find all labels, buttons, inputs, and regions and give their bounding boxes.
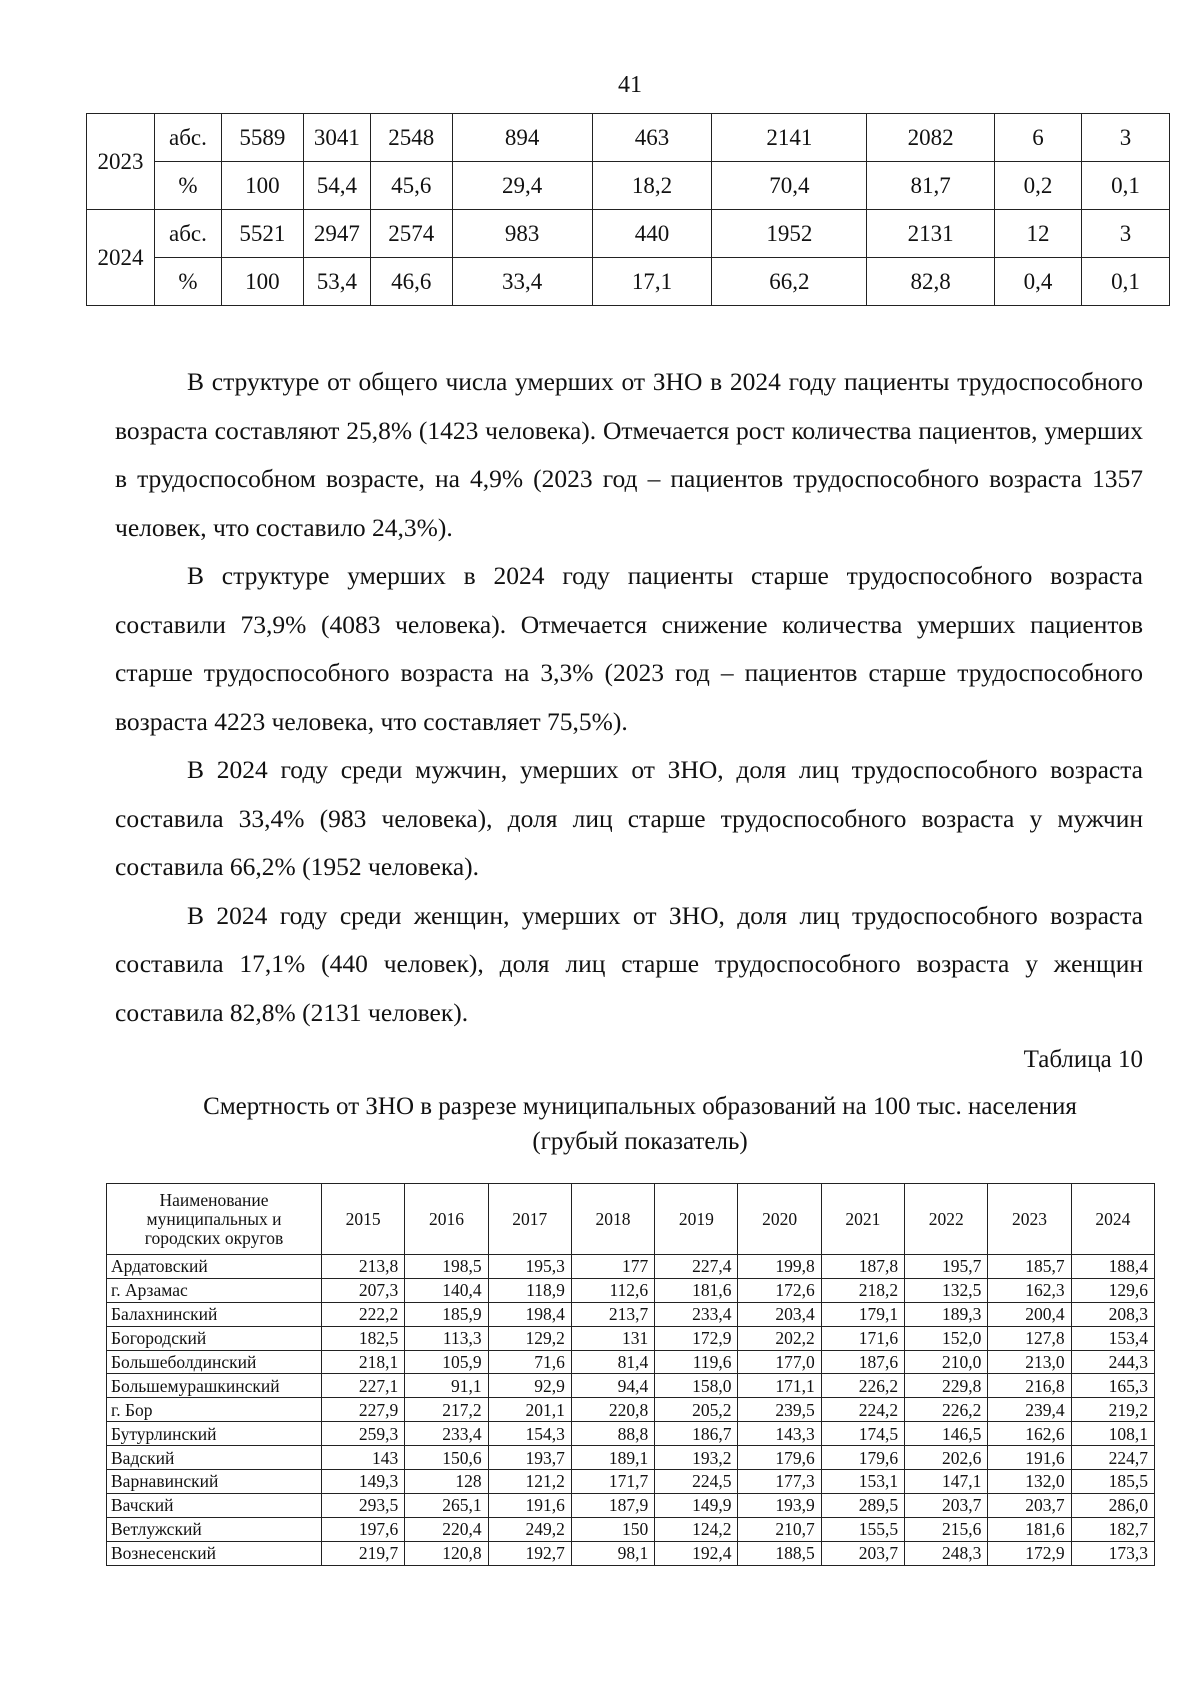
mortality-value: 128 xyxy=(405,1470,488,1494)
table-row xyxy=(107,1278,1155,1302)
mortality-value: 179,6 xyxy=(821,1446,904,1470)
mortality-value: 177,0 xyxy=(738,1350,821,1374)
table-cell: 70,4 xyxy=(712,162,867,210)
mortality-by-municipality-table xyxy=(106,1183,1155,1566)
table-cell: 53,4 xyxy=(303,258,370,306)
municipality-name: Варнавинский xyxy=(107,1470,322,1494)
mortality-value: 149,9 xyxy=(655,1493,738,1517)
mortality-value: 249,2 xyxy=(488,1517,571,1541)
mortality-value: 181,6 xyxy=(655,1278,738,1302)
mortality-value: 193,7 xyxy=(488,1446,571,1470)
mortality-value: 182,5 xyxy=(322,1326,405,1350)
column-header-year: 2015 xyxy=(322,1184,405,1255)
mortality-value: 193,2 xyxy=(655,1446,738,1470)
mortality-value: 222,2 xyxy=(322,1302,405,1326)
table-cell: 2574 xyxy=(370,210,452,258)
mortality-value: 186,7 xyxy=(655,1422,738,1446)
mortality-value: 71,6 xyxy=(488,1350,571,1374)
mortality-value: 91,1 xyxy=(405,1374,488,1398)
table-cell: 463 xyxy=(592,114,712,162)
mortality-value: 213,0 xyxy=(988,1350,1071,1374)
unit-cell: абс. xyxy=(154,114,221,162)
mortality-value: 188,4 xyxy=(1071,1255,1154,1279)
municipality-name: Ветлужский xyxy=(107,1517,322,1541)
mortality-value: 203,7 xyxy=(905,1493,988,1517)
table-cell: 33,4 xyxy=(452,258,592,306)
table-caption-line: Смертность от ЗНО в разрезе муниципальных образований на 100 тыс. населения xyxy=(203,1093,1077,1120)
table-cell: 0,1 xyxy=(1082,162,1170,210)
mortality-value: 185,5 xyxy=(1071,1470,1154,1494)
mortality-value: 192,7 xyxy=(488,1541,571,1565)
table-cell: 82,8 xyxy=(867,258,995,306)
mortality-value: 244,3 xyxy=(1071,1350,1154,1374)
mortality-value: 182,7 xyxy=(1071,1517,1154,1541)
municipality-name: Бутурлинский xyxy=(107,1422,322,1446)
mortality-value: 149,3 xyxy=(322,1470,405,1494)
mortality-value: 105,9 xyxy=(405,1350,488,1374)
municipality-name: Богородский xyxy=(107,1326,322,1350)
page-number: 41 xyxy=(618,72,642,98)
mortality-value: 154,3 xyxy=(488,1422,571,1446)
mortality-value: 121,2 xyxy=(488,1470,571,1494)
unit-cell: % xyxy=(154,162,221,210)
mortality-value: 201,1 xyxy=(488,1398,571,1422)
paragraph: В 2024 году среди женщин, умерших от ЗНО, доля лиц трудоспособного возраста составила 17,1% (440 человек), доля лиц старше трудоспособного возраста у женщин составила 82,8% (2131 человек). xyxy=(115,900,1143,1027)
mortality-value: 289,5 xyxy=(821,1493,904,1517)
mortality-value: 227,1 xyxy=(322,1374,405,1398)
mortality-value: 171,6 xyxy=(821,1326,904,1350)
table-cell: 983 xyxy=(452,210,592,258)
mortality-value: 162,6 xyxy=(988,1422,1071,1446)
table-row xyxy=(107,1374,1155,1398)
mortality-value: 129,6 xyxy=(1071,1278,1154,1302)
mortality-value: 132,0 xyxy=(988,1470,1071,1494)
table-cell: 894 xyxy=(452,114,592,162)
table-caption xyxy=(100,1089,1180,1159)
table-cell: 17,1 xyxy=(592,258,712,306)
column-header-year: 2021 xyxy=(821,1184,904,1255)
table-cell: 54,4 xyxy=(303,162,370,210)
mortality-value: 188,5 xyxy=(738,1541,821,1565)
table-label: Таблица 10 xyxy=(1023,1046,1143,1073)
mortality-value: 172,9 xyxy=(988,1541,1071,1565)
table-row xyxy=(107,1493,1155,1517)
mortality-value: 202,2 xyxy=(738,1326,821,1350)
table-row xyxy=(107,1326,1155,1350)
mortality-value: 226,2 xyxy=(821,1374,904,1398)
mortality-value: 197,6 xyxy=(322,1517,405,1541)
mortality-value: 132,5 xyxy=(905,1278,988,1302)
mortality-value: 112,6 xyxy=(571,1278,654,1302)
mortality-value: 208,3 xyxy=(1071,1302,1154,1326)
mortality-value: 199,8 xyxy=(738,1255,821,1279)
paragraph: В структуре от общего числа умерших от ЗНО в 2024 году пациенты трудоспособного возраста составляют 25,8% (1423 человека). Отмечается рост количества пациентов, умерших в трудоспособном возрасте, на 4,9% (2023 год – пациентов трудоспособного возраста 1357 человек, что составило 24,3%). xyxy=(115,367,1143,542)
mortality-value: 81,4 xyxy=(571,1350,654,1374)
column-header-year: 2016 xyxy=(405,1184,488,1255)
table-row xyxy=(107,1446,1155,1470)
mortality-value: 210,0 xyxy=(905,1350,988,1374)
mortality-value: 239,4 xyxy=(988,1398,1071,1422)
mortality-value: 119,6 xyxy=(655,1350,738,1374)
mortality-value: 219,7 xyxy=(322,1541,405,1565)
mortality-value: 215,6 xyxy=(905,1517,988,1541)
table-cell: 100 xyxy=(221,162,303,210)
column-header-year: 2020 xyxy=(738,1184,821,1255)
table-row xyxy=(107,1517,1155,1541)
mortality-value: 177 xyxy=(571,1255,654,1279)
table-cell: 2141 xyxy=(712,114,867,162)
table-cell: 2548 xyxy=(370,114,452,162)
mortality-value: 181,6 xyxy=(988,1517,1071,1541)
paragraph: В 2024 году среди мужчин, умерших от ЗНО, доля лиц трудоспособного возраста составила 33,4% (983 человека), доля лиц старше трудоспособного возраста у мужчин составила 66,2% (1952 человека). xyxy=(115,755,1143,881)
mortality-value: 227,9 xyxy=(322,1398,405,1422)
mortality-value: 140,4 xyxy=(405,1278,488,1302)
paragraph: В структуре умерших в 2024 году пациенты старше трудоспособного возраста составили 73,9% (4083 человека). Отмечается снижение количества умерших пациентов старше трудоспособного возраста на 3,3% (2023 год – пациентов старше трудоспособного возраста 4223 человека, что составляет 75,5%). xyxy=(115,561,1143,736)
mortality-value: 88,8 xyxy=(571,1422,654,1446)
municipality-name: г. Бор xyxy=(107,1398,322,1422)
mortality-value: 153,1 xyxy=(821,1470,904,1494)
table-cell: 3 xyxy=(1082,114,1170,162)
mortality-value: 213,7 xyxy=(571,1302,654,1326)
table-cell: 12 xyxy=(995,210,1082,258)
mortality-value: 185,9 xyxy=(405,1302,488,1326)
year-cell: 2023 xyxy=(87,114,155,210)
mortality-value: 189,3 xyxy=(905,1302,988,1326)
mortality-value: 108,1 xyxy=(1071,1422,1154,1446)
mortality-value: 229,8 xyxy=(905,1374,988,1398)
mortality-value: 248,3 xyxy=(905,1541,988,1565)
mortality-value: 171,1 xyxy=(738,1374,821,1398)
year-cell: 2024 xyxy=(87,210,155,306)
mortality-value: 150,6 xyxy=(405,1446,488,1470)
table-cell: 0,4 xyxy=(995,258,1082,306)
mortality-value: 131 xyxy=(571,1326,654,1350)
mortality-value: 172,6 xyxy=(738,1278,821,1302)
municipality-name: Вачский xyxy=(107,1493,322,1517)
table-cell: 2082 xyxy=(867,114,995,162)
table-row xyxy=(87,114,1170,162)
table-cell: 81,7 xyxy=(867,162,995,210)
table-row xyxy=(107,1422,1155,1446)
mortality-value: 218,2 xyxy=(821,1278,904,1302)
column-header-year: 2022 xyxy=(905,1184,988,1255)
mortality-value: 92,9 xyxy=(488,1374,571,1398)
mortality-value: 127,8 xyxy=(988,1326,1071,1350)
table-row xyxy=(107,1350,1155,1374)
mortality-value: 219,2 xyxy=(1071,1398,1154,1422)
mortality-value: 203,7 xyxy=(821,1541,904,1565)
table-row xyxy=(107,1302,1155,1326)
table-cell: 100 xyxy=(221,258,303,306)
mortality-value: 172,9 xyxy=(655,1326,738,1350)
municipality-name: Большемурашкинский xyxy=(107,1374,322,1398)
table-cell: 46,6 xyxy=(370,258,452,306)
mortality-value: 158,0 xyxy=(655,1374,738,1398)
mortality-value: 118,9 xyxy=(488,1278,571,1302)
table-cell: 440 xyxy=(592,210,712,258)
mortality-value: 191,6 xyxy=(988,1446,1071,1470)
mortality-value: 143,3 xyxy=(738,1422,821,1446)
mortality-value: 143 xyxy=(322,1446,405,1470)
mortality-value: 187,9 xyxy=(571,1493,654,1517)
mortality-value: 171,7 xyxy=(571,1470,654,1494)
mortality-value: 195,3 xyxy=(488,1255,571,1279)
table-cell: 66,2 xyxy=(712,258,867,306)
mortality-value: 174,5 xyxy=(821,1422,904,1446)
table-row xyxy=(107,1398,1155,1422)
mortality-value: 224,2 xyxy=(821,1398,904,1422)
table-cell: 0,2 xyxy=(995,162,1082,210)
mortality-value: 146,5 xyxy=(905,1422,988,1446)
mortality-value: 198,5 xyxy=(405,1255,488,1279)
column-header-year: 2024 xyxy=(1071,1184,1154,1255)
mortality-value: 195,7 xyxy=(905,1255,988,1279)
mortality-value: 173,3 xyxy=(1071,1541,1154,1565)
column-header-year: 2023 xyxy=(988,1184,1071,1255)
table-cell: 45,6 xyxy=(370,162,452,210)
municipality-name: Ардатовский xyxy=(107,1255,322,1279)
mortality-value: 224,7 xyxy=(1071,1446,1154,1470)
mortality-value: 120,8 xyxy=(405,1541,488,1565)
mortality-value: 162,3 xyxy=(988,1278,1071,1302)
table-row xyxy=(87,210,1170,258)
table-cell: 3 xyxy=(1082,210,1170,258)
municipality-name: Вадский xyxy=(107,1446,322,1470)
table-cell: 29,4 xyxy=(452,162,592,210)
table-row xyxy=(107,1541,1155,1565)
table-cell: 5589 xyxy=(221,114,303,162)
mortality-value: 187,6 xyxy=(821,1350,904,1374)
municipality-name: г. Арзамас xyxy=(107,1278,322,1302)
mortality-value: 153,4 xyxy=(1071,1326,1154,1350)
mortality-value: 113,3 xyxy=(405,1326,488,1350)
column-header-year: 2017 xyxy=(488,1184,571,1255)
mortality-value: 233,4 xyxy=(405,1422,488,1446)
table-cell: 5521 xyxy=(221,210,303,258)
mortality-value: 202,6 xyxy=(905,1446,988,1470)
mortality-value: 233,4 xyxy=(655,1302,738,1326)
mortality-value: 187,8 xyxy=(821,1255,904,1279)
mortality-value: 200,4 xyxy=(988,1302,1071,1326)
column-header-name: Наименование муниципальных и городских округов xyxy=(107,1184,322,1255)
mortality-value: 191,6 xyxy=(488,1493,571,1517)
table-cell: 1952 xyxy=(712,210,867,258)
mortality-value: 210,7 xyxy=(738,1517,821,1541)
table-cell: 3041 xyxy=(303,114,370,162)
table-row xyxy=(87,258,1170,306)
table-header-row xyxy=(107,1184,1155,1255)
mortality-value: 203,7 xyxy=(988,1493,1071,1517)
unit-cell: абс. xyxy=(154,210,221,258)
body-text xyxy=(115,358,1143,1037)
unit-cell: % xyxy=(154,258,221,306)
table-cell: 2947 xyxy=(303,210,370,258)
mortality-value: 217,2 xyxy=(405,1398,488,1422)
mortality-value: 207,3 xyxy=(322,1278,405,1302)
table-cell: 2131 xyxy=(867,210,995,258)
municipality-name: Вознесенский xyxy=(107,1541,322,1565)
age-structure-table xyxy=(86,113,1170,306)
column-header-year: 2019 xyxy=(655,1184,738,1255)
mortality-value: 227,4 xyxy=(655,1255,738,1279)
mortality-value: 177,3 xyxy=(738,1470,821,1494)
mortality-value: 213,8 xyxy=(322,1255,405,1279)
table-row xyxy=(87,162,1170,210)
mortality-value: 216,8 xyxy=(988,1374,1071,1398)
mortality-value: 179,1 xyxy=(821,1302,904,1326)
mortality-value: 293,5 xyxy=(322,1493,405,1517)
column-header-year: 2018 xyxy=(571,1184,654,1255)
mortality-value: 192,4 xyxy=(655,1541,738,1565)
mortality-value: 198,4 xyxy=(488,1302,571,1326)
mortality-value: 193,9 xyxy=(738,1493,821,1517)
mortality-value: 265,1 xyxy=(405,1493,488,1517)
municipality-name: Балахнинский xyxy=(107,1302,322,1326)
table-row xyxy=(107,1255,1155,1279)
mortality-value: 203,4 xyxy=(738,1302,821,1326)
mortality-value: 239,5 xyxy=(738,1398,821,1422)
mortality-value: 94,4 xyxy=(571,1374,654,1398)
mortality-value: 205,2 xyxy=(655,1398,738,1422)
mortality-value: 224,5 xyxy=(655,1470,738,1494)
mortality-value: 189,1 xyxy=(571,1446,654,1470)
mortality-value: 179,6 xyxy=(738,1446,821,1470)
mortality-value: 220,8 xyxy=(571,1398,654,1422)
mortality-value: 98,1 xyxy=(571,1541,654,1565)
mortality-value: 226,2 xyxy=(905,1398,988,1422)
table-cell: 6 xyxy=(995,114,1082,162)
mortality-value: 150 xyxy=(571,1517,654,1541)
mortality-value: 220,4 xyxy=(405,1517,488,1541)
mortality-value: 147,1 xyxy=(905,1470,988,1494)
mortality-value: 152,0 xyxy=(905,1326,988,1350)
mortality-value: 218,1 xyxy=(322,1350,405,1374)
table-caption-line: (грубый показатель) xyxy=(532,1128,748,1155)
municipality-name: Большеболдинский xyxy=(107,1350,322,1374)
mortality-value: 259,3 xyxy=(322,1422,405,1446)
mortality-value: 286,0 xyxy=(1071,1493,1154,1517)
mortality-value: 165,3 xyxy=(1071,1374,1154,1398)
mortality-value: 124,2 xyxy=(655,1517,738,1541)
mortality-value: 155,5 xyxy=(821,1517,904,1541)
mortality-value: 185,7 xyxy=(988,1255,1071,1279)
table-cell: 0,1 xyxy=(1082,258,1170,306)
table-cell: 18,2 xyxy=(592,162,712,210)
mortality-value: 129,2 xyxy=(488,1326,571,1350)
table-row xyxy=(107,1470,1155,1494)
